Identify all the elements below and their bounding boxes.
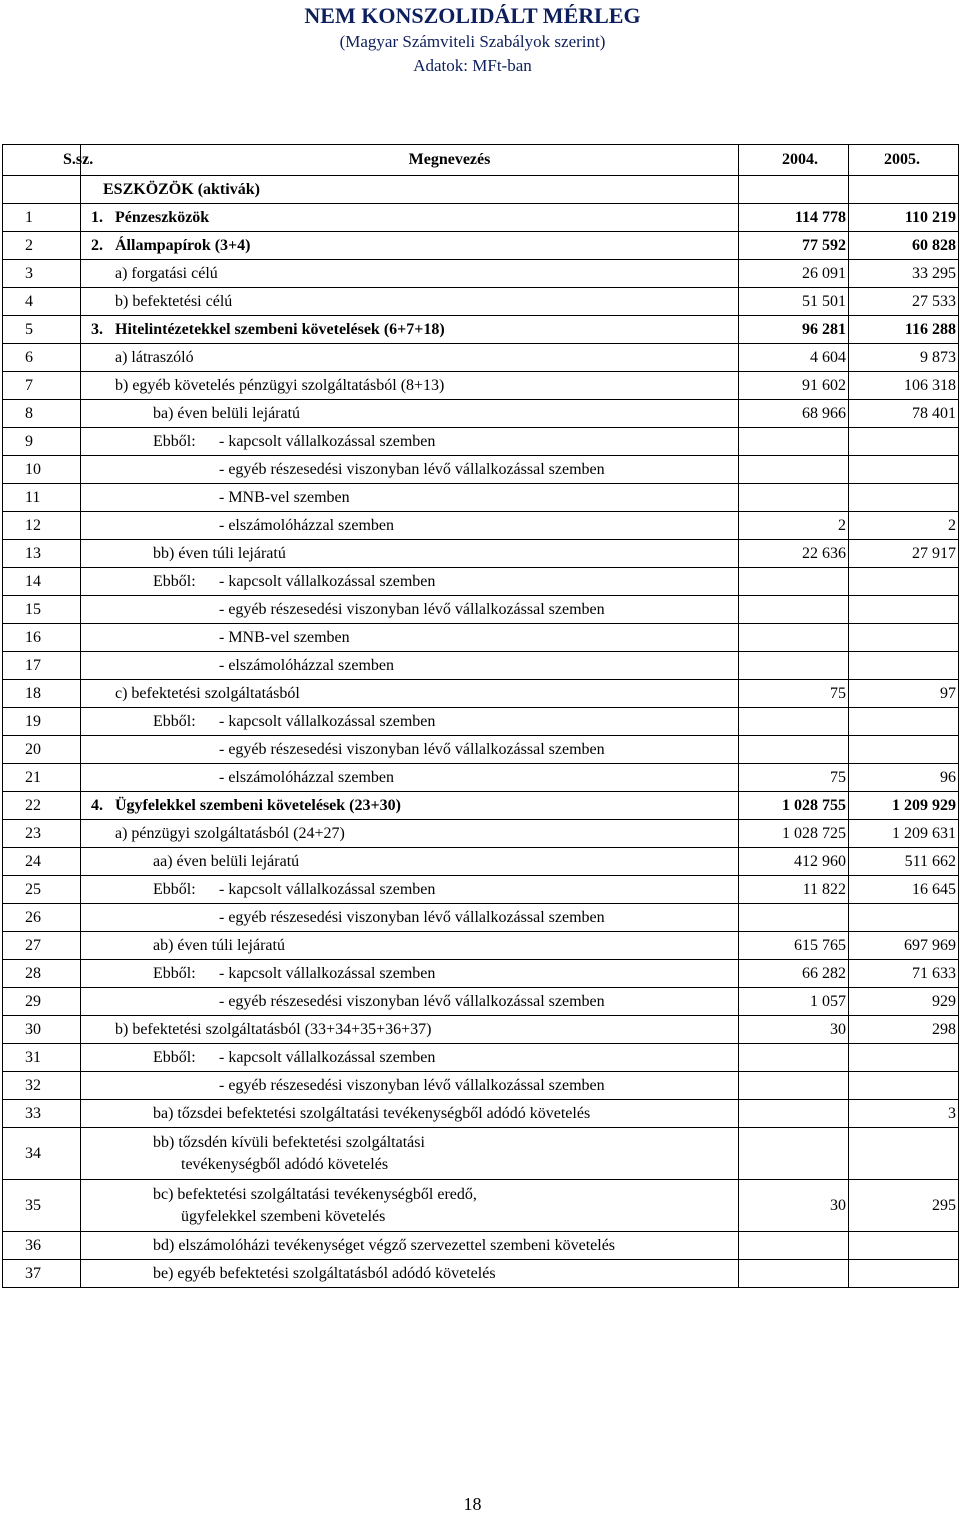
row-num: 4. bbox=[91, 796, 103, 814]
row-label-line2: tevékenységből adódó követelés bbox=[181, 1155, 389, 1173]
section-title: ESZKÖZÖK (aktivák) bbox=[103, 180, 260, 198]
row-value-2005: 33 295 bbox=[849, 260, 959, 288]
row-label: - egyéb részesedési viszonyban lévő vállalkozással szemben bbox=[219, 1076, 605, 1094]
row-value-2004 bbox=[739, 736, 849, 764]
row-value-2004 bbox=[739, 428, 849, 456]
row-ssz-value: 27 bbox=[25, 936, 41, 954]
row-name bbox=[81, 288, 739, 316]
row-value-2004: 68 966 bbox=[739, 400, 849, 428]
row-num: 2. bbox=[91, 236, 103, 254]
row-ssz bbox=[3, 652, 81, 680]
row-name bbox=[81, 400, 739, 428]
row-label: ba) tőzsdei befektetési szolgáltatási tevékenységből adódó követelés bbox=[153, 1104, 591, 1122]
row-name bbox=[81, 456, 739, 484]
table-row bbox=[3, 988, 959, 1016]
row-value-2005: 2 bbox=[849, 512, 959, 540]
row-ssz bbox=[3, 1260, 81, 1288]
row-value-2004: 75 bbox=[739, 680, 849, 708]
table-row bbox=[3, 1232, 959, 1260]
row-value-2005: 71 633 bbox=[849, 960, 959, 988]
row-value-2004 bbox=[739, 484, 849, 512]
row-value-2005: 27 533 bbox=[849, 288, 959, 316]
row-name bbox=[81, 540, 739, 568]
table-row bbox=[3, 260, 959, 288]
row-ssz-value: 10 bbox=[25, 460, 41, 478]
row-label: - kapcsolt vállalkozással szemben bbox=[219, 712, 436, 730]
row-label: bb) éven túli lejáratú bbox=[153, 544, 286, 562]
row-name bbox=[81, 260, 739, 288]
row-label: - egyéb részesedési viszonyban lévő vállalkozással szemben bbox=[219, 600, 605, 618]
table-row bbox=[3, 540, 959, 568]
row-name bbox=[81, 1260, 739, 1288]
row-value-2004: 30 bbox=[739, 1016, 849, 1044]
col-header-name: Megnevezés bbox=[81, 145, 739, 176]
row-ssz-value: 23 bbox=[25, 824, 41, 842]
row-ssz-value: 12 bbox=[25, 516, 41, 534]
row-name bbox=[81, 904, 739, 932]
row-value-2004: 1 028 725 bbox=[739, 820, 849, 848]
row-name bbox=[81, 848, 739, 876]
row-label: a) látraszóló bbox=[115, 348, 194, 366]
table-row bbox=[3, 596, 959, 624]
row-value-2004 bbox=[739, 1260, 849, 1288]
row-ssz bbox=[3, 1128, 81, 1180]
report-title: NEM KONSZOLIDÁLT MÉRLEG bbox=[304, 3, 641, 28]
row-value-2004: 615 765 bbox=[739, 932, 849, 960]
row-ssz bbox=[3, 568, 81, 596]
table-row bbox=[3, 960, 959, 988]
row-label: - egyéb részesedési viszonyban lévő vállalkozással szemben bbox=[219, 740, 605, 758]
table-row bbox=[3, 652, 959, 680]
col-header-2005: 2005. bbox=[849, 145, 959, 176]
row-prefix: Ebből: bbox=[153, 964, 196, 982]
row-value-2005 bbox=[849, 708, 959, 736]
row-value-2004: 96 281 bbox=[739, 316, 849, 344]
row-value-2004 bbox=[739, 1044, 849, 1072]
table-row bbox=[3, 764, 959, 792]
row-label: - kapcsolt vállalkozással szemben bbox=[219, 880, 436, 898]
row-label: bd) elszámolóházi tevékenységet végző szervezettel szembeni követelés bbox=[153, 1236, 616, 1254]
row-ssz bbox=[3, 960, 81, 988]
row-label: Pénzeszközök bbox=[115, 208, 210, 226]
row-ssz bbox=[3, 904, 81, 932]
row-label: a) pénzügyi szolgáltatásból (24+27) bbox=[115, 824, 345, 842]
table-row bbox=[3, 904, 959, 932]
report-unit: Adatok: MFt-ban bbox=[413, 56, 532, 75]
row-label: b) befektetési szolgáltatásból (33+34+35+36+37) bbox=[115, 1020, 432, 1038]
row-value-2004 bbox=[739, 596, 849, 624]
section-row bbox=[3, 176, 959, 204]
row-value-2005: 27 917 bbox=[849, 540, 959, 568]
row-ssz bbox=[3, 260, 81, 288]
row-ssz-value: 3 bbox=[25, 264, 33, 282]
row-value-2005 bbox=[849, 456, 959, 484]
row-ssz-value: 16 bbox=[25, 628, 41, 646]
row-ssz bbox=[3, 1016, 81, 1044]
row-ssz-value: 21 bbox=[25, 768, 41, 786]
row-ssz bbox=[3, 708, 81, 736]
row-prefix: Ebből: bbox=[153, 712, 196, 730]
row-value-2005 bbox=[849, 1128, 959, 1180]
table-row bbox=[3, 316, 959, 344]
row-ssz bbox=[3, 456, 81, 484]
row-ssz bbox=[3, 512, 81, 540]
row-ssz bbox=[3, 428, 81, 456]
row-value-2005 bbox=[849, 428, 959, 456]
row-value-2005: 16 645 bbox=[849, 876, 959, 904]
row-ssz bbox=[3, 596, 81, 624]
row-value-2005: 697 969 bbox=[849, 932, 959, 960]
row-ssz-value: 37 bbox=[25, 1264, 41, 1282]
row-value-2004: 114 778 bbox=[739, 204, 849, 232]
row-prefix: Ebből: bbox=[153, 572, 196, 590]
row-ssz bbox=[3, 344, 81, 372]
row-value-2005 bbox=[849, 652, 959, 680]
row-ssz bbox=[3, 680, 81, 708]
table-row bbox=[3, 1072, 959, 1100]
table-row bbox=[3, 400, 959, 428]
row-label: a) forgatási célú bbox=[115, 264, 218, 282]
row-ssz bbox=[3, 876, 81, 904]
row-label: - egyéb részesedési viszonyban lévő vállalkozással szemben bbox=[219, 460, 605, 478]
table-row bbox=[3, 680, 959, 708]
row-value-2005 bbox=[849, 1072, 959, 1100]
row-name bbox=[81, 680, 739, 708]
row-value-2005: 3 bbox=[849, 1100, 959, 1128]
row-value-2005 bbox=[849, 568, 959, 596]
row-value-2005: 929 bbox=[849, 988, 959, 1016]
row-name bbox=[81, 316, 739, 344]
table-header-row bbox=[3, 145, 959, 176]
row-label: Hitelintézetekkel szembeni követelések (6+7+18) bbox=[115, 320, 445, 338]
row-name bbox=[81, 792, 739, 820]
row-num: 3. bbox=[91, 320, 103, 338]
row-ssz-value: 18 bbox=[25, 684, 41, 702]
row-name bbox=[81, 1180, 739, 1232]
table-row bbox=[3, 792, 959, 820]
row-ssz-value: 8 bbox=[25, 404, 33, 422]
row-ssz-value: 13 bbox=[25, 544, 41, 562]
table-row bbox=[3, 1128, 959, 1180]
row-ssz-value: 15 bbox=[25, 600, 41, 618]
row-value-2004: 26 091 bbox=[739, 260, 849, 288]
row-num: 1. bbox=[91, 208, 103, 226]
table-row bbox=[3, 1100, 959, 1128]
table-row bbox=[3, 820, 959, 848]
row-ssz bbox=[3, 792, 81, 820]
row-value-2004: 51 501 bbox=[739, 288, 849, 316]
table-row bbox=[3, 708, 959, 736]
table-row bbox=[3, 512, 959, 540]
row-ssz bbox=[3, 204, 81, 232]
row-ssz-value: 36 bbox=[25, 1236, 41, 1254]
row-value-2004: 77 592 bbox=[739, 232, 849, 260]
row-ssz-value: 6 bbox=[25, 348, 33, 366]
row-name bbox=[81, 624, 739, 652]
row-value-2004 bbox=[739, 904, 849, 932]
table-row bbox=[3, 932, 959, 960]
row-name bbox=[81, 652, 739, 680]
row-value-2005 bbox=[849, 1232, 959, 1260]
row-name bbox=[81, 204, 739, 232]
table-row bbox=[3, 1180, 959, 1232]
row-value-2004: 11 822 bbox=[739, 876, 849, 904]
row-name bbox=[81, 428, 739, 456]
row-label: - kapcsolt vállalkozással szemben bbox=[219, 964, 436, 982]
row-value-2005: 78 401 bbox=[849, 400, 959, 428]
row-ssz-value: 4 bbox=[25, 292, 33, 310]
row-label: - kapcsolt vállalkozással szemben bbox=[219, 1048, 436, 1066]
row-ssz bbox=[3, 820, 81, 848]
row-name bbox=[81, 932, 739, 960]
page-number: 18 bbox=[463, 1494, 482, 1514]
row-ssz bbox=[3, 232, 81, 260]
row-value-2004 bbox=[739, 1100, 849, 1128]
row-ssz-value: 25 bbox=[25, 880, 41, 898]
row-value-2005 bbox=[849, 736, 959, 764]
row-value-2004: 1 057 bbox=[739, 988, 849, 1016]
row-ssz bbox=[3, 1180, 81, 1232]
row-value-2004 bbox=[739, 624, 849, 652]
row-name bbox=[81, 988, 739, 1016]
row-ssz bbox=[3, 372, 81, 400]
row-label: - egyéb részesedési viszonyban lévő vállalkozással szemben bbox=[219, 908, 605, 926]
row-ssz bbox=[3, 932, 81, 960]
row-prefix: Ebből: bbox=[153, 432, 196, 450]
row-ssz bbox=[3, 484, 81, 512]
row-ssz-value: 33 bbox=[25, 1104, 41, 1122]
row-value-2005: 511 662 bbox=[849, 848, 959, 876]
row-name bbox=[81, 708, 739, 736]
row-ssz-value: 20 bbox=[25, 740, 41, 758]
row-ssz-value: 9 bbox=[25, 432, 33, 450]
table-row bbox=[3, 372, 959, 400]
row-value-2004: 412 960 bbox=[739, 848, 849, 876]
row-name bbox=[81, 344, 739, 372]
table-row bbox=[3, 204, 959, 232]
row-value-2005: 9 873 bbox=[849, 344, 959, 372]
row-ssz bbox=[3, 848, 81, 876]
row-value-2005 bbox=[849, 1260, 959, 1288]
row-ssz bbox=[3, 1072, 81, 1100]
table-row bbox=[3, 428, 959, 456]
row-name bbox=[81, 372, 739, 400]
table-row bbox=[3, 232, 959, 260]
row-value-2004 bbox=[739, 568, 849, 596]
row-ssz bbox=[3, 1044, 81, 1072]
row-label: - MNB-vel szemben bbox=[219, 628, 350, 646]
row-label: ab) éven túli lejáratú bbox=[153, 936, 285, 954]
row-name bbox=[81, 512, 739, 540]
row-ssz-value: 30 bbox=[25, 1020, 41, 1038]
row-ssz-value: 29 bbox=[25, 992, 41, 1010]
row-ssz-value: 7 bbox=[25, 376, 33, 394]
table-row bbox=[3, 1260, 959, 1288]
row-label: - egyéb részesedési viszonyban lévő vállalkozással szemben bbox=[219, 992, 605, 1010]
row-name bbox=[81, 820, 739, 848]
row-value-2004: 22 636 bbox=[739, 540, 849, 568]
row-value-2005 bbox=[849, 904, 959, 932]
row-ssz-value: 22 bbox=[25, 796, 41, 814]
row-value-2005: 60 828 bbox=[849, 232, 959, 260]
table-row bbox=[3, 288, 959, 316]
row-label: - elszámolóházzal szemben bbox=[219, 768, 395, 786]
row-ssz-value: 31 bbox=[25, 1048, 41, 1066]
table-row bbox=[3, 568, 959, 596]
col-header-ssz: S.sz. bbox=[3, 145, 81, 176]
row-value-2004: 91 602 bbox=[739, 372, 849, 400]
row-value-2004: 66 282 bbox=[739, 960, 849, 988]
row-value-2004 bbox=[739, 708, 849, 736]
row-ssz bbox=[3, 1100, 81, 1128]
row-value-2005 bbox=[849, 484, 959, 512]
row-name bbox=[81, 232, 739, 260]
row-name bbox=[81, 960, 739, 988]
row-value-2005 bbox=[849, 1044, 959, 1072]
row-prefix: Ebből: bbox=[153, 1048, 196, 1066]
row-name bbox=[81, 876, 739, 904]
report-subtitle: (Magyar Számviteli Szabályok szerint) bbox=[339, 32, 606, 51]
row-name bbox=[81, 1044, 739, 1072]
row-label: bb) tőzsdén kívüli befektetési szolgáltatási bbox=[153, 1133, 425, 1151]
row-label: c) befektetési szolgáltatásból bbox=[115, 684, 300, 702]
row-value-2004 bbox=[739, 652, 849, 680]
row-label: - kapcsolt vállalkozással szemben bbox=[219, 432, 436, 450]
row-label: - MNB-vel szemben bbox=[219, 488, 350, 506]
row-value-2004 bbox=[739, 1072, 849, 1100]
row-label: bc) befektetési szolgáltatási tevékenységből eredő, bbox=[153, 1185, 477, 1203]
row-label: Állampapírok (3+4) bbox=[115, 236, 251, 254]
row-name bbox=[81, 596, 739, 624]
row-name bbox=[81, 1016, 739, 1044]
table-row bbox=[3, 876, 959, 904]
row-value-2005 bbox=[849, 596, 959, 624]
row-ssz bbox=[3, 1232, 81, 1260]
row-name bbox=[81, 736, 739, 764]
table-row bbox=[3, 484, 959, 512]
row-ssz bbox=[3, 736, 81, 764]
row-name bbox=[81, 484, 739, 512]
row-value-2005: 96 bbox=[849, 764, 959, 792]
row-ssz bbox=[3, 988, 81, 1016]
table-row bbox=[3, 344, 959, 372]
row-ssz bbox=[3, 764, 81, 792]
row-label: be) egyéb befektetési szolgáltatásból adódó követelés bbox=[153, 1264, 496, 1282]
row-value-2004 bbox=[739, 1232, 849, 1260]
row-ssz-value: 34 bbox=[25, 1144, 41, 1162]
table-row bbox=[3, 1016, 959, 1044]
row-label: - elszámolóházzal szemben bbox=[219, 516, 395, 534]
row-ssz bbox=[3, 400, 81, 428]
row-ssz bbox=[3, 540, 81, 568]
row-value-2004: 1 028 755 bbox=[739, 792, 849, 820]
row-ssz-value: 35 bbox=[25, 1196, 41, 1214]
row-value-2005: 295 bbox=[849, 1180, 959, 1232]
row-value-2004: 2 bbox=[739, 512, 849, 540]
row-name bbox=[81, 568, 739, 596]
row-label: b) befektetési célú bbox=[115, 292, 233, 310]
row-prefix: Ebből: bbox=[153, 880, 196, 898]
row-ssz-value: 17 bbox=[25, 656, 41, 674]
row-ssz bbox=[3, 316, 81, 344]
row-ssz-value: 5 bbox=[25, 320, 33, 338]
row-ssz-value: 19 bbox=[25, 712, 41, 730]
row-value-2004: 30 bbox=[739, 1180, 849, 1232]
row-value-2005: 116 288 bbox=[849, 316, 959, 344]
row-value-2005: 106 318 bbox=[849, 372, 959, 400]
table-row bbox=[3, 1044, 959, 1072]
row-ssz bbox=[3, 288, 81, 316]
row-label: b) egyéb követelés pénzügyi szolgáltatásból (8+13) bbox=[115, 376, 445, 394]
row-value-2005: 1 209 929 bbox=[849, 792, 959, 820]
row-name bbox=[81, 764, 739, 792]
row-ssz-value: 32 bbox=[25, 1076, 41, 1094]
row-ssz-value: 11 bbox=[25, 488, 41, 506]
row-ssz bbox=[3, 624, 81, 652]
report-header bbox=[0, 0, 945, 78]
row-value-2004: 4 604 bbox=[739, 344, 849, 372]
row-value-2005 bbox=[849, 624, 959, 652]
row-value-2004 bbox=[739, 456, 849, 484]
row-value-2005: 298 bbox=[849, 1016, 959, 1044]
row-label: Ügyfelekkel szembeni követelések (23+30) bbox=[115, 796, 401, 814]
row-value-2004 bbox=[739, 1128, 849, 1180]
row-label: - elszámolóházzal szemben bbox=[219, 656, 395, 674]
row-value-2004: 75 bbox=[739, 764, 849, 792]
table-row bbox=[3, 848, 959, 876]
table-row bbox=[3, 736, 959, 764]
balance-sheet-table bbox=[2, 144, 959, 1288]
row-value-2005: 97 bbox=[849, 680, 959, 708]
row-ssz-value: 24 bbox=[25, 852, 41, 870]
row-name bbox=[81, 1232, 739, 1260]
row-label: ba) éven belüli lejáratú bbox=[153, 404, 301, 422]
row-ssz-value: 1 bbox=[25, 208, 33, 226]
row-value-2005: 1 209 631 bbox=[849, 820, 959, 848]
row-label: aa) éven belüli lejáratú bbox=[153, 852, 300, 870]
row-label: - kapcsolt vállalkozással szemben bbox=[219, 572, 436, 590]
row-name bbox=[81, 1072, 739, 1100]
col-header-2004: 2004. bbox=[739, 145, 849, 176]
row-ssz-value: 26 bbox=[25, 908, 41, 926]
row-label-line2: ügyfelekkel szembeni követelés bbox=[181, 1207, 386, 1225]
row-name bbox=[81, 1128, 739, 1180]
row-value-2005: 110 219 bbox=[849, 204, 959, 232]
row-name bbox=[81, 1100, 739, 1128]
table-row bbox=[3, 456, 959, 484]
row-ssz-value: 14 bbox=[25, 572, 41, 590]
row-ssz-value: 2 bbox=[25, 236, 33, 254]
row-ssz-value: 28 bbox=[25, 964, 41, 982]
table-row bbox=[3, 624, 959, 652]
